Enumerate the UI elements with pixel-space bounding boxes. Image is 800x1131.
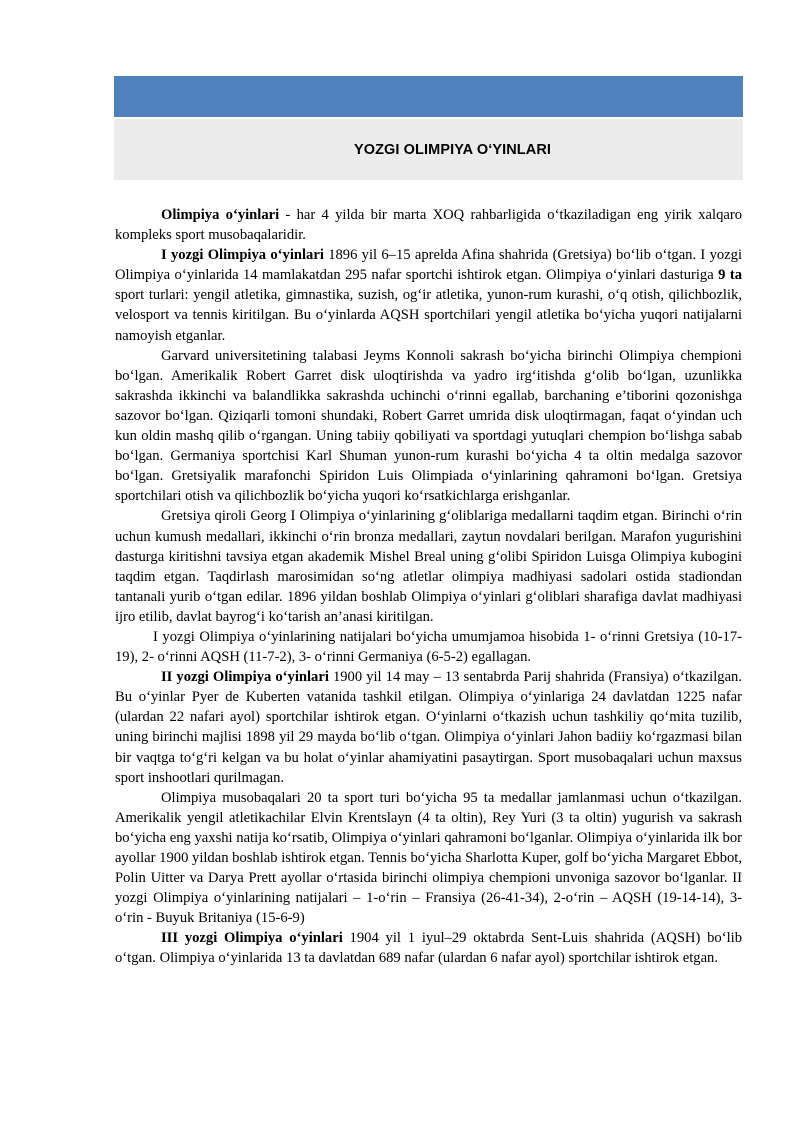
paragraph-olympics-3 xyxy=(115,928,742,968)
paragraph-text: Garvard universitetining talabasi Jeyms Konnoli sakrash bo‘yicha birinchi Olimpiya chempioni bo‘lgan. Amerikalik Robert Garret disk uloqtirishda va yadro irg‘itishda g‘olib bo‘lgan, uzunlikka sakrashda ikkinchi va balandlikka sakrashda uchinchi o‘rinni egallab, barchaning e’tiborini qozonishga sazovor bo‘lgan. Qiziqarli tomoni shundaki, Robert Garret umrida disk uloqtirmagan, faqat o‘yindan uch kun oldin mashq qilib o‘rgangan. Uning tabiiy qobiliyati va sportdagi yutuqlari chempion bo‘lishga sabab bo‘lgan. Germaniya sportchisi Karl Shuman yunon-rum kurashi bo‘yicha 4 ta oltin medalga sazovor bo‘lgan. Gretsiyalik marafonchi Spiridon Luis Olimpiada o‘yinlarining qahramoni bo‘lgan. Gretsiya sportchilari otish va qilichbozlik bo‘yicha yuqori ko‘rsatkichlarga erishganlar. xyxy=(115,347,742,505)
paragraph-text: 1896 yil 6–15 aprelda Afina shahrida (Gretsiya) bo‘lib o‘tgan. I yozgi Olimpiya o‘yinlarida 14 mamlakatdan 295 nafar sportchi ishtirok etgan. Olimpiya o‘yinlari dasturiga xyxy=(115,247,742,284)
paragraph-text: I yozgi Olimpiya o‘yinlarining natijalari bo‘yicha umumjamoa hisobida 1- o‘rinni Gretsiya (10-17-19), 2- o‘rinni AQSH (11-7-2), 3- o‘rinni Germaniya (6-5-2) egallagan. xyxy=(115,628,742,666)
paragraph-olympics-2 xyxy=(115,667,742,788)
paragraph-champions xyxy=(115,346,742,507)
paragraph-results-2 xyxy=(115,788,742,929)
paragraph-text: Gretsiya qiroli Georg I Olimpiya o‘yinlarining g‘oliblariga medallarni taqdim etgan. Birinchi o‘rin uchun kumush medallari, ikkinchi o‘rin bronza medallari, zaytun novdalari berilgan. Marafon yugurishini dasturga kiritishni tavsiya etgan akademik Mishel Breal uning g‘olibi Spiridon Luisga Olimpiya kubogini taqdim etgan. Taqdirlash marosimidan so‘ng atletlar olimpiya madhiyasi sadolari ostida stadiondan tantanali yurib o‘tgan edilar. 1896 yildan boshlab Olimpiya o‘yinlari g‘oliblari sharafiga davlat madhiyasi ijro etilib, davlat bayrog‘i ko‘tarish an’anasi kiritilgan. xyxy=(115,508,742,625)
paragraph-bold-lead: II yozgi Olimpiya o‘yinlari xyxy=(161,669,329,686)
header-color-bar xyxy=(114,76,743,117)
page-title: YOZGI OLIMPIYA O‘YINLARI xyxy=(353,142,552,158)
title-band xyxy=(114,119,743,180)
paragraph-intro xyxy=(115,205,742,245)
paragraph-results-1 xyxy=(115,627,742,667)
paragraph-text: Olimpiya musobaqalari 20 ta sport turi bo‘yicha 95 ta medallar jamlanmasi uchun o‘tkazilgan. Amerikalik yengil atletikachilar Elvin Krentslayn (4 ta oltin), Rey Yuri (3 ta oltin) yugurish va sakrash bo‘yicha eng yaxshi natija ko‘rsatib, Olimpiya o‘yinlari qahramoni bo‘lganlar. Olimpiya o‘yinlarida ilk bor ayollar 1900 yildan boshlab ishtirok etgan. Tennis bo‘yicha Sharlotta Kuper, golf bo‘yicha Margaret Ebbot, Polin Uitter va Darya Prett ayollar o‘rtasida birinchi olimpiya chempioni unvoniga sazovor bo‘lganlar. II yozgi Olimpiya o‘yinlarining natijalari – 1-o‘rin – Fransiya (26-41-34), 2-o‘rin – AQSH (19-14-14), 3-o‘rin - Buyuk Britaniya (15-6-9) xyxy=(115,789,742,927)
paragraph-awards xyxy=(115,506,742,627)
paragraph-bold-inline: 9 ta xyxy=(718,267,742,284)
paragraph-text: sport turlari: yengil atletika, gimnastika, suzish, og‘ir atletika, yunon-rum kurashi, o‘q otish, qilichbozlik, velosport va tennis kiritilgan. Bu o‘yinlarda AQSH sportchilari yengil atletika bo‘yicha yuqori natijalarni namoyish etganlar. xyxy=(115,287,742,344)
paragraph-olympics-1 xyxy=(115,245,742,345)
paragraph-bold-lead: III yozgi Olimpiya o‘yinlari xyxy=(161,930,343,947)
paragraph-text: - har 4 yilda bir marta XOQ rahbarligida o‘tkaziladigan eng yirik xalqaro kompleks sport musobaqalaridir. xyxy=(115,207,743,244)
body-text xyxy=(115,205,742,969)
paragraph-bold-lead: Olimpiya o‘yinlari xyxy=(161,207,280,223)
paragraph-bold-lead: I yozgi Olimpiya o‘yinlari xyxy=(161,247,324,264)
paragraph-text: 1904 yil 1 iyul–29 oktabrda Sent-Luis shahrida (AQSH) bo‘lib o‘tgan. Olimpiya o‘yinlarida 13 ta davlatdan 689 nafar (ulardan 6 nafar ayol) sportchilar ishtirok etgan. xyxy=(115,930,742,967)
paragraph-text: 1900 yil 14 may – 13 sentabrda Parij shahrida (Fransiya) o‘tkazilgan. Bu o‘yinlar Pyer de Kuberten vatanida tashkil etilgan. Olimpiya o‘yinlariga 24 davlatdan 1225 nafar (ulardan 22 nafari ayol) sportchilar ishtirok etgan. O‘yinlarni o‘tkazish uchun tashkiliy qo‘mita tuzilib, uning birinchi majlisi 1898 yil 29 mayda bo‘lib o‘tgan. Olimpiya o‘yinlari Jahon badiiy ko‘rgazmasi bilan bir vaqtga to‘g‘ri kelgan va bu holat o‘yinlar ahamiyatini pasaytirgan. Sport musobaqalari uchun maxsus sport inshootlari qurilmagan. xyxy=(115,669,742,786)
